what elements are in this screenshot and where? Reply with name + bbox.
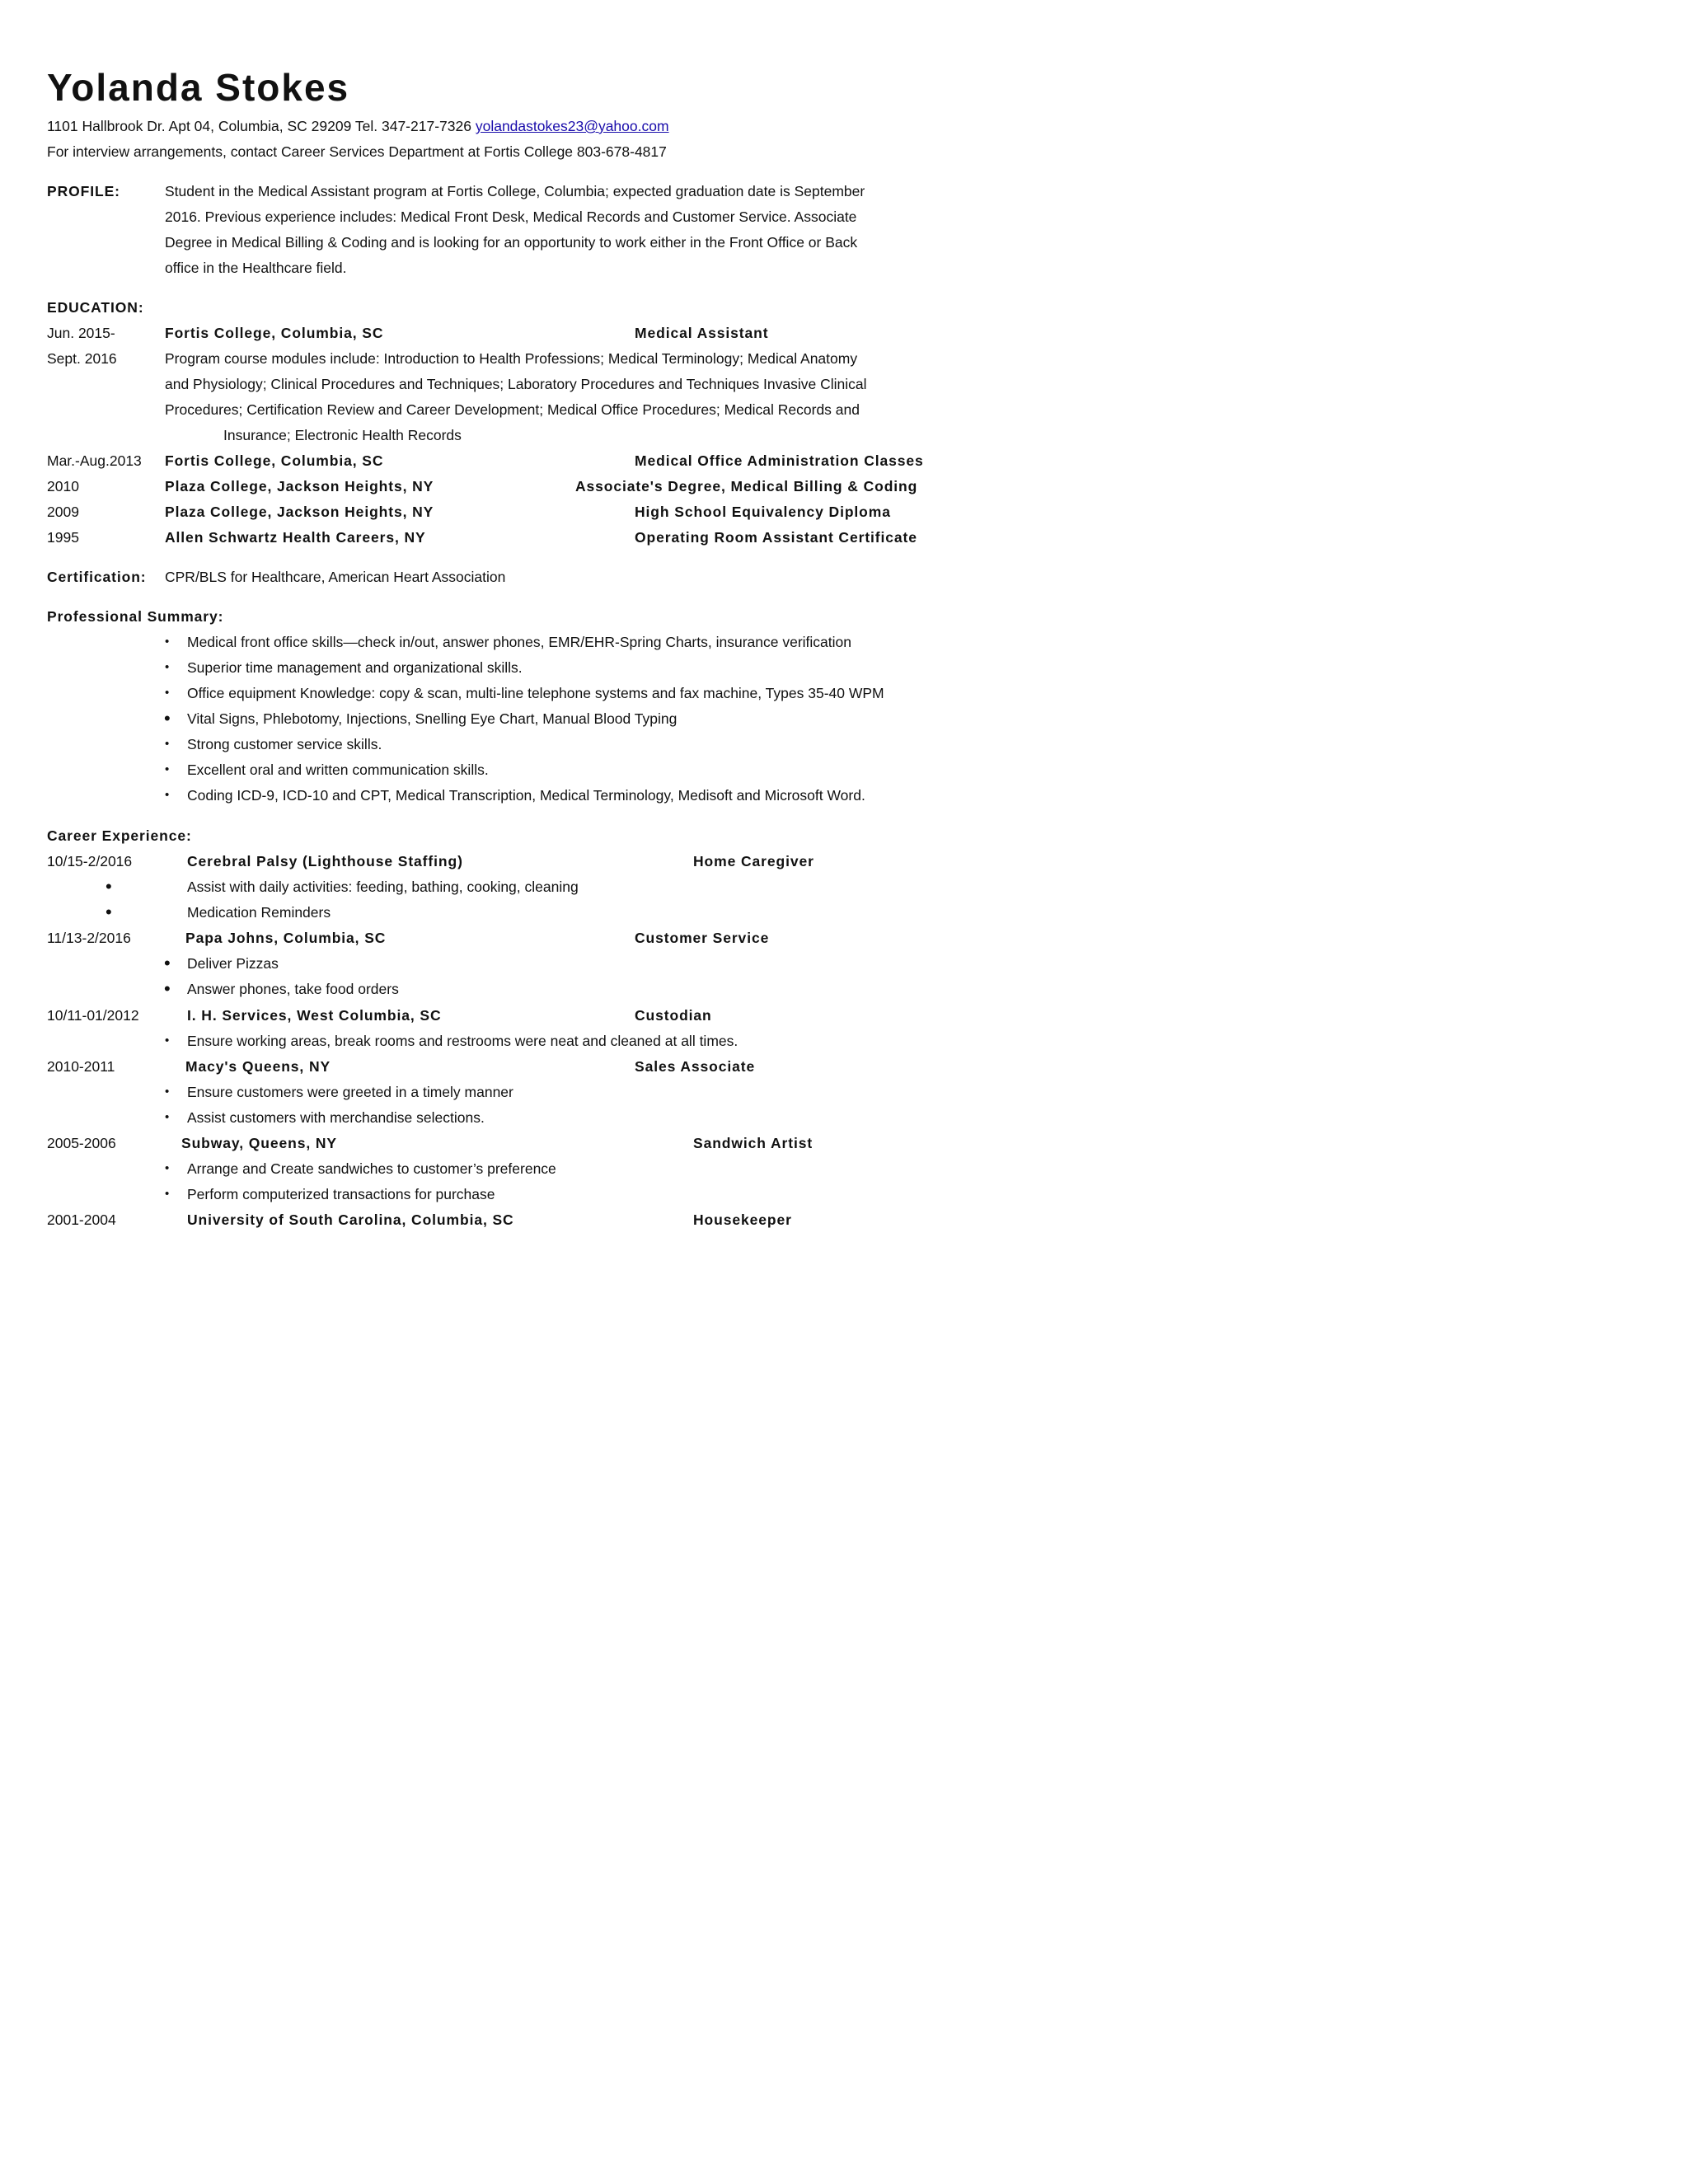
job-employer: I. H. Services, West Columbia, SC <box>187 1007 442 1024</box>
bullet-icon: • <box>165 686 170 700</box>
job-employer: Cerebral Palsy (Lighthouse Staffing) <box>187 853 463 869</box>
education-modules-line: and Physiology; Clinical Procedures and Techniques; Laboratory Procedures and Techniques Invasive Clinical <box>165 376 867 392</box>
education-credential: High School Equivalency Diploma <box>635 504 891 520</box>
bullet-icon: • <box>106 902 112 922</box>
education-school: Plaza College, Jackson Heights, NY <box>165 478 434 494</box>
job-employer: Macy's Queens, NY <box>185 1058 331 1075</box>
summary-item: Excellent oral and written communication skills. <box>187 762 489 778</box>
job-title: Custodian <box>635 1007 712 1024</box>
education-modules-line: Insurance; Electronic Health Records <box>223 427 462 443</box>
job-date: 10/11-01/2012 <box>47 1007 139 1024</box>
education-school: Fortis College, Columbia, SC <box>165 452 384 469</box>
education-heading: EDUCATION: <box>47 299 144 316</box>
contact-line <box>47 117 669 135</box>
profile-line: 2016. Previous experience includes: Medical Front Desk, Medical Records and Customer Service. Associate <box>165 209 857 225</box>
interview-contact-line: For interview arrangements, contact Career Services Department at Fortis College 803-678-4817 <box>47 143 667 160</box>
education-date: Jun. 2015- <box>47 325 115 341</box>
job-duty: Deliver Pizzas <box>187 955 279 972</box>
job-title: Sandwich Artist <box>693 1135 814 1151</box>
job-date: 2010-2011 <box>47 1058 115 1075</box>
job-date: 10/15-2/2016 <box>47 853 133 869</box>
bullet-icon: • <box>165 1187 170 1201</box>
education-modules-line: Procedures; Certification Review and Career Development; Medical Office Procedures; Medical Records and <box>165 401 860 418</box>
contact-address-phone: 1101 Hallbrook Dr. Apt 04, Columbia, SC 29209 Tel. 347-217-7326 <box>47 118 471 134</box>
summary-item: Medical front office skills—check in/out, answer phones, EMR/EHR-Spring Charts, insurance verification <box>187 634 851 650</box>
profile-line: Degree in Medical Billing & Coding and is looking for an opportunity to work either in the Front Office or Back <box>165 234 858 251</box>
job-date: 11/13-2/2016 <box>47 930 131 946</box>
bullet-icon: • <box>164 708 171 729</box>
job-title: Customer Service <box>635 930 770 946</box>
education-credential: Associate's Degree, Medical Billing & Coding <box>575 478 918 494</box>
profile-heading: PROFILE: <box>47 183 120 199</box>
summary-item: Office equipment Knowledge: copy & scan, multi-line telephone systems and fax machine, Types 35-40 WPM <box>187 685 884 701</box>
summary-item: Strong customer service skills. <box>187 736 382 752</box>
education-credential: Operating Room Assistant Certificate <box>635 529 917 546</box>
education-credential: Medical Assistant <box>635 325 769 341</box>
job-date: 2001-2004 <box>47 1212 116 1228</box>
bullet-icon: • <box>165 1085 170 1099</box>
job-title: Sales Associate <box>635 1058 756 1075</box>
job-duty: Arrange and Create sandwiches to customer’s preference <box>187 1160 556 1177</box>
education-modules-line: Program course modules include: Introduction to Health Professions; Medical Terminology; Medical Anatomy <box>165 350 858 367</box>
job-date: 2005-2006 <box>47 1135 116 1151</box>
job-employer: Subway, Queens, NY <box>181 1135 337 1151</box>
bullet-icon: • <box>165 635 170 649</box>
job-duty: Assist customers with merchandise selections. <box>187 1109 485 1126</box>
job-employer: Papa Johns, Columbia, SC <box>185 930 387 946</box>
education-school: Allen Schwartz Health Careers, NY <box>165 529 426 546</box>
career-heading: Career Experience: <box>47 827 192 844</box>
job-duty: Assist with daily activities: feeding, bathing, cooking, cleaning <box>187 879 579 895</box>
job-employer: University of South Carolina, Columbia, SC <box>187 1212 514 1228</box>
bullet-icon: • <box>165 660 170 674</box>
education-date: Mar.-Aug.2013 <box>47 452 142 469</box>
bullet-icon: • <box>165 762 170 776</box>
bullet-icon: • <box>165 788 170 802</box>
bullet-icon: • <box>106 876 112 897</box>
education-school: Plaza College, Jackson Heights, NY <box>165 504 434 520</box>
job-duty: Medication Reminders <box>187 904 331 921</box>
email-link[interactable]: yolandastokes23@yahoo.com <box>475 118 669 134</box>
bullet-icon: • <box>164 953 171 973</box>
job-title: Home Caregiver <box>693 853 814 869</box>
job-duty: Answer phones, take food orders <box>187 981 399 997</box>
bullet-icon: • <box>165 1033 170 1047</box>
bullet-icon: • <box>164 978 171 999</box>
job-duty: Perform computerized transactions for purchase <box>187 1186 495 1202</box>
education-date: 1995 <box>47 529 79 546</box>
candidate-name: Yolanda Stokes <box>47 66 350 109</box>
education-date: Sept. 2016 <box>47 350 117 367</box>
education-date: 2009 <box>47 504 79 520</box>
job-title: Housekeeper <box>693 1212 792 1228</box>
summary-heading: Professional Summary: <box>47 608 224 625</box>
certification-heading: Certification: <box>47 569 147 585</box>
certification-text: CPR/BLS for Healthcare, American Heart Association <box>165 569 506 585</box>
job-duty: Ensure working areas, break rooms and restrooms were neat and cleaned at all times. <box>187 1033 738 1049</box>
education-date: 2010 <box>47 478 79 494</box>
profile-line: Student in the Medical Assistant program at Fortis College, Columbia; expected graduation date is September <box>165 183 865 199</box>
summary-item: Superior time management and organizational skills. <box>187 659 523 676</box>
profile-line: office in the Healthcare field. <box>165 260 347 276</box>
job-duty: Ensure customers were greeted in a timely manner <box>187 1084 513 1100</box>
summary-item: Vital Signs, Phlebotomy, Injections, Snelling Eye Chart, Manual Blood Typing <box>187 710 678 727</box>
education-school: Fortis College, Columbia, SC <box>165 325 384 341</box>
bullet-icon: • <box>165 1110 170 1124</box>
bullet-icon: • <box>165 1161 170 1175</box>
bullet-icon: • <box>165 737 170 751</box>
summary-item: Coding ICD-9, ICD-10 and CPT, Medical Transcription, Medical Terminology, Medisoft and Microsoft Word. <box>187 787 865 804</box>
education-credential: Medical Office Administration Classes <box>635 452 924 469</box>
